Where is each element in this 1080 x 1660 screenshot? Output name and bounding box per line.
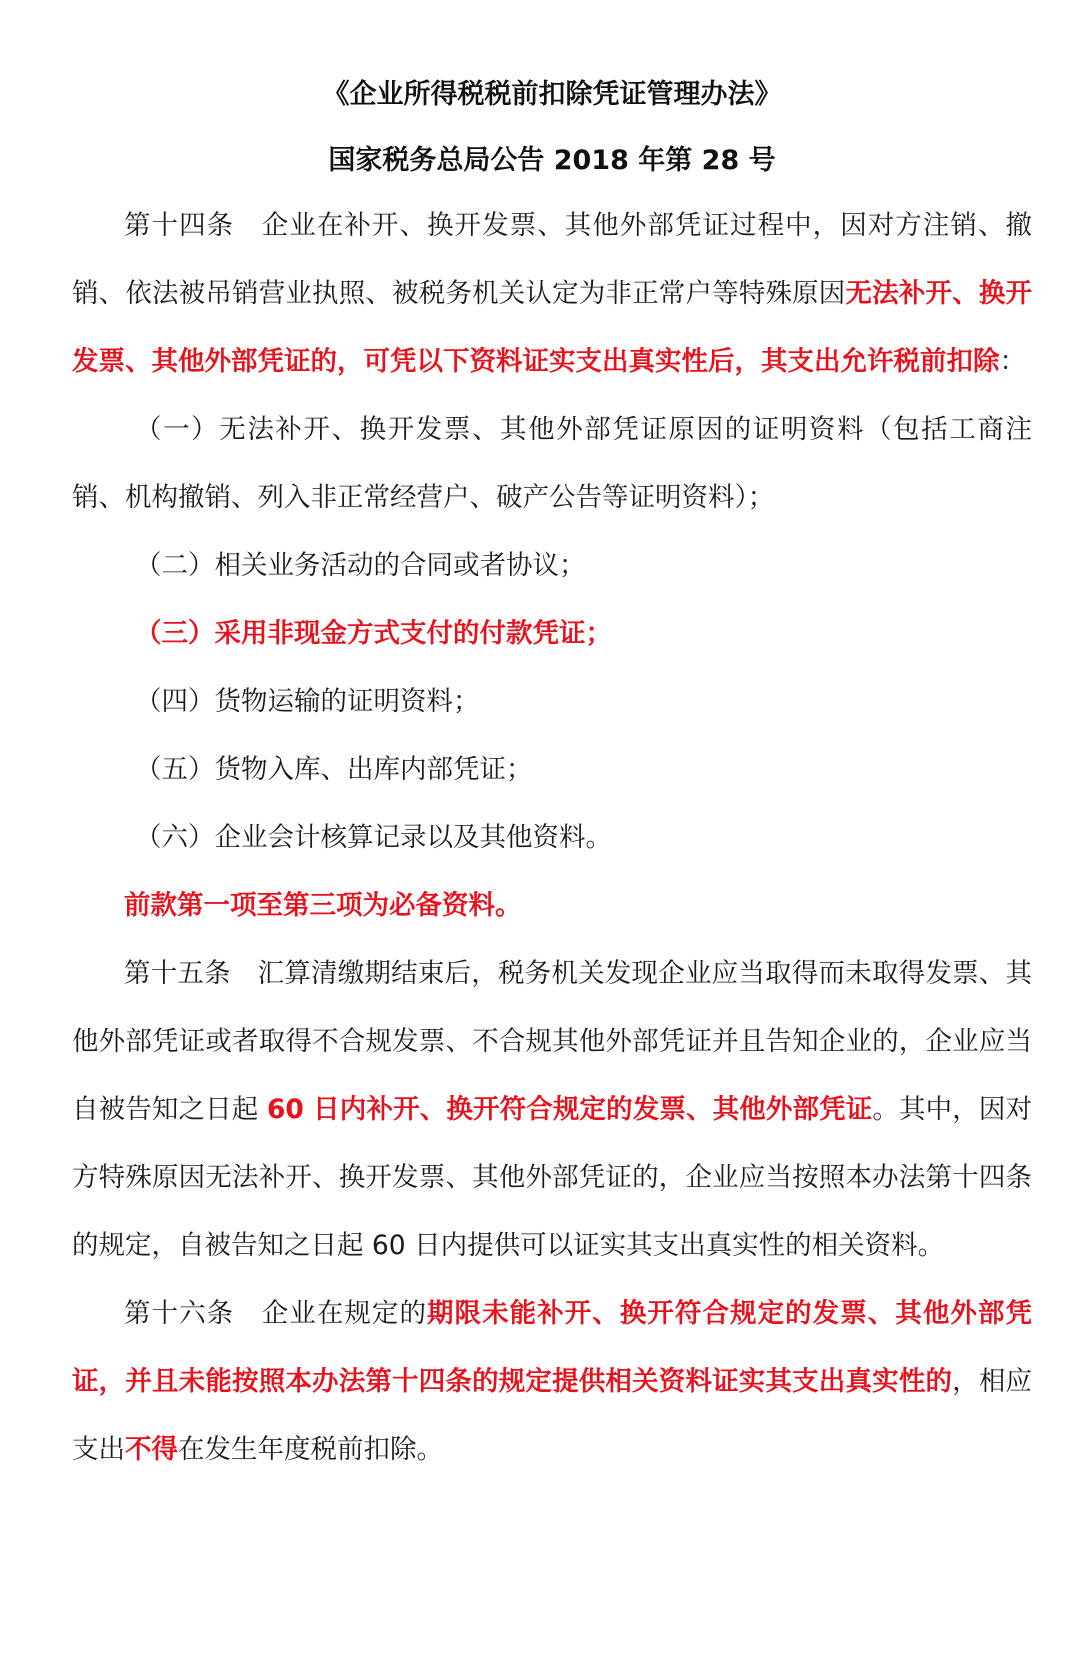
list-item-3-highlight: （三）采用非现金方式支付的付款凭证； <box>135 618 612 649</box>
list-item-2: （二）相关业务活动的合同或者协议； <box>135 550 586 581</box>
article-14-paragraph <box>72 192 1032 396</box>
title-spacer <box>72 178 1032 192</box>
article-16-text-mid: ，相应支出 <box>72 1366 1032 1465</box>
article-14-text: 第十四条 企业在补开、换开发票、其他外部凭证过程中，因对方注销、撤销、依法被吊销营业执照、被税务机关认定为非正常户等特殊原因 <box>72 210 1032 309</box>
article-16-text-end: 在发生年度税前扣除。 <box>178 1434 443 1465</box>
list-item-5: （五）货物入库、出库内部凭证； <box>135 754 533 785</box>
article-16-highlight: 期限未能补开、换开符合规定的发票、其他外部凭证，并且未能按照本办法第十四条的规定提供相关资料证实其支出真实性的 <box>72 1298 1032 1397</box>
article-15-text: 第十五条 汇算清缴期结束后，税务机关发现企业应当取得而未取得发票、其他外部凭证或者取得不合规发票、不合规其他外部凭证并且告知企业的，企业应当自被告知之日起 <box>72 958 1032 1125</box>
article-14-highlight: 无法补开、换开发票、其他外部凭证的，可凭以下资料证实支出真实性后，其支出允许税前扣除 <box>72 278 1033 377</box>
list-item-6: （六）企业会计核算记录以及其他资料。 <box>135 822 612 853</box>
document-page <box>72 78 1032 1484</box>
article-15-text-end: 。其中，因对方特殊原因无法补开、换开发票、其他外部凭证的，企业应当按照本办法第十四条的规定，自被告知之日起 60 日内提供可以证实其支出真实性的相关资料。 <box>72 1094 1032 1261</box>
required-materials-note: 前款第一项至第三项为必备资料。 <box>124 890 522 921</box>
article-15-highlight: 60 日内补开、换开符合规定的发票、其他外部凭证 <box>266 1094 873 1125</box>
list-item-1: （一）无法补开、换开发票、其他外部凭证原因的证明资料（包括工商注销、机构撤销、列入非正常经营户、破产公告等证明资料）； <box>72 414 1032 513</box>
article-14-colon: ： <box>999 346 1026 377</box>
article-15-paragraph <box>72 940 1032 1280</box>
article-16-prohibited: 不得 <box>125 1434 178 1465</box>
article-16-text: 第十六条 企业在规定的 <box>124 1298 428 1329</box>
article-16-paragraph <box>72 1280 1032 1484</box>
list-item-4: （四）货物运输的证明资料； <box>135 686 480 717</box>
document-title: 《企业所得税税前扣除凭证管理办法》 <box>322 79 782 110</box>
document-subtitle: 国家税务总局公告 2018 年第 28 号 <box>328 145 776 176</box>
